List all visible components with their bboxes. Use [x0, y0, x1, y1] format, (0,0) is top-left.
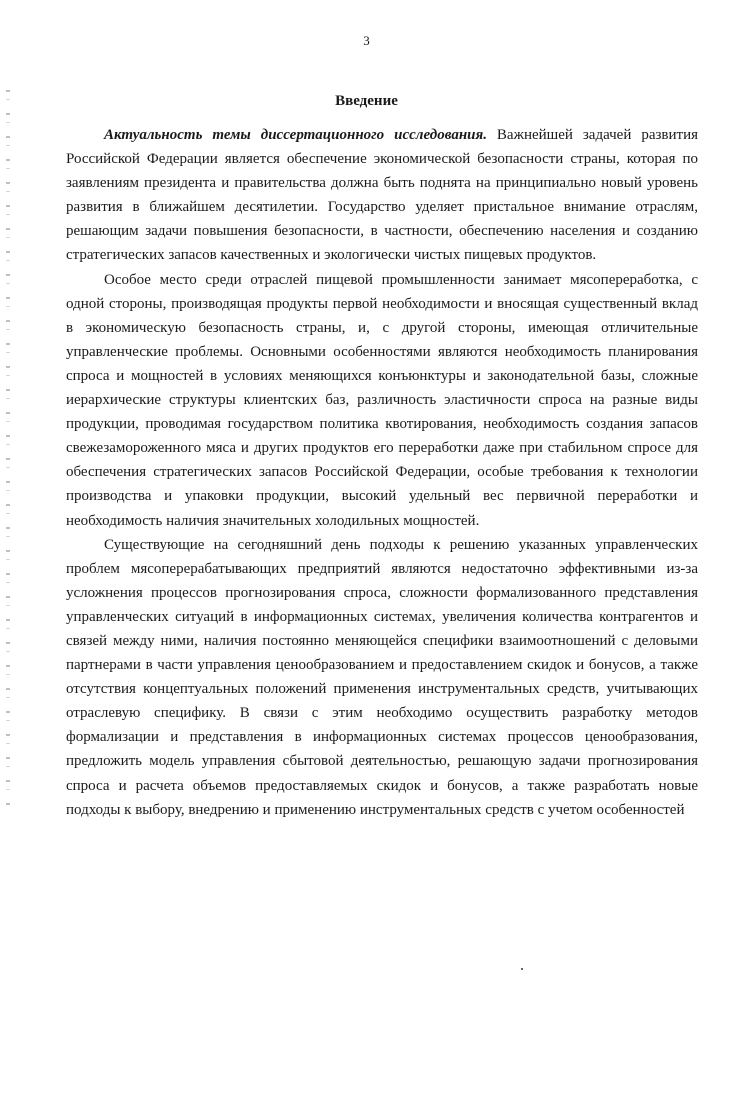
scan-margin-noise — [6, 90, 10, 810]
section-heading: Введение — [335, 93, 398, 109]
page-number: 3 — [363, 33, 370, 48]
paragraph — [66, 268, 698, 533]
paragraph-text: Существующие на сегодняшний день подходы к решению указанных управленческих проблем мясоперерабатывающих предприятий являются недостаточно эффективными из-за усложнения процессов прогнозирования спроса, сложности формализованного представления управленческих ситуаций в информационных системах, увеличения количества контрагентов и связей между ними, наличия постоянно меняющейся специфики взаимоотношений с деловыми партнерами в части управления ценообразованием и предоставлением скидок и бонусов, а также отсутствия концептуальных положений применения инструментальных средств, учитывающих отраслевую специфику. В связи с этим необходимо осуществить разработку методов формализации и представления в информационных системах процессов ценообразования, предложить модель управления сбытовой деятельностью, решающую задачи прогнозирования спроса и расчета объемов предоставляемых скидок и бонусов, а также разработать новые подходы к выбору, внедрению и применению инструментальных средств с учетом особенностей — [66, 536, 698, 818]
paragraph-lead: Актуальность темы диссертационного исследования. — [104, 127, 487, 143]
paragraph — [66, 123, 698, 268]
paragraph-text: Важнейшей задачей развития Российской Федерации является обеспечение экономической безопасности страны, которая по заявлениям президента и правительства должна быть поднята на принципиально новый уровень развития в ближайшем десятилетии. Государство уделяет пристальное внимание отраслям, решающим задачи повышения безопасности, в частности, обеспечению населения и созданию стратегических запасов качественных и экологически чистых пищевых продуктов. — [66, 127, 698, 264]
paragraph — [66, 533, 698, 822]
scan-speck — [521, 968, 523, 970]
body-text — [66, 123, 698, 822]
paragraph-text: Особое место среди отраслей пищевой промышленности занимает мясопереработка, с одной стороны, производящая продукты первой необходимости и вносящая существенный вклад в экономическую безопасность страны, и, с другой стороны, имеющая отличительные управленческие проблемы. Основными особенностями являются необходимость планирования спроса и мощностей в условиях меняющихся конъюнктуры и законодательной базы, сложные иерархические структуры клиентских баз, различность эластичности спроса на разные виды продукции, проводимая государством политика квотирования, необходимость создания запасов свежезамороженного мяса и других продуктов его переработки даже при стабильном спросе для обеспечения стратегических запасов Российской Федерации, особые требования к технологии производства и упаковки продукции, высокий удельный вес первичной переработки и необходимость наличия значительных холодильных мощностей. — [66, 271, 698, 529]
